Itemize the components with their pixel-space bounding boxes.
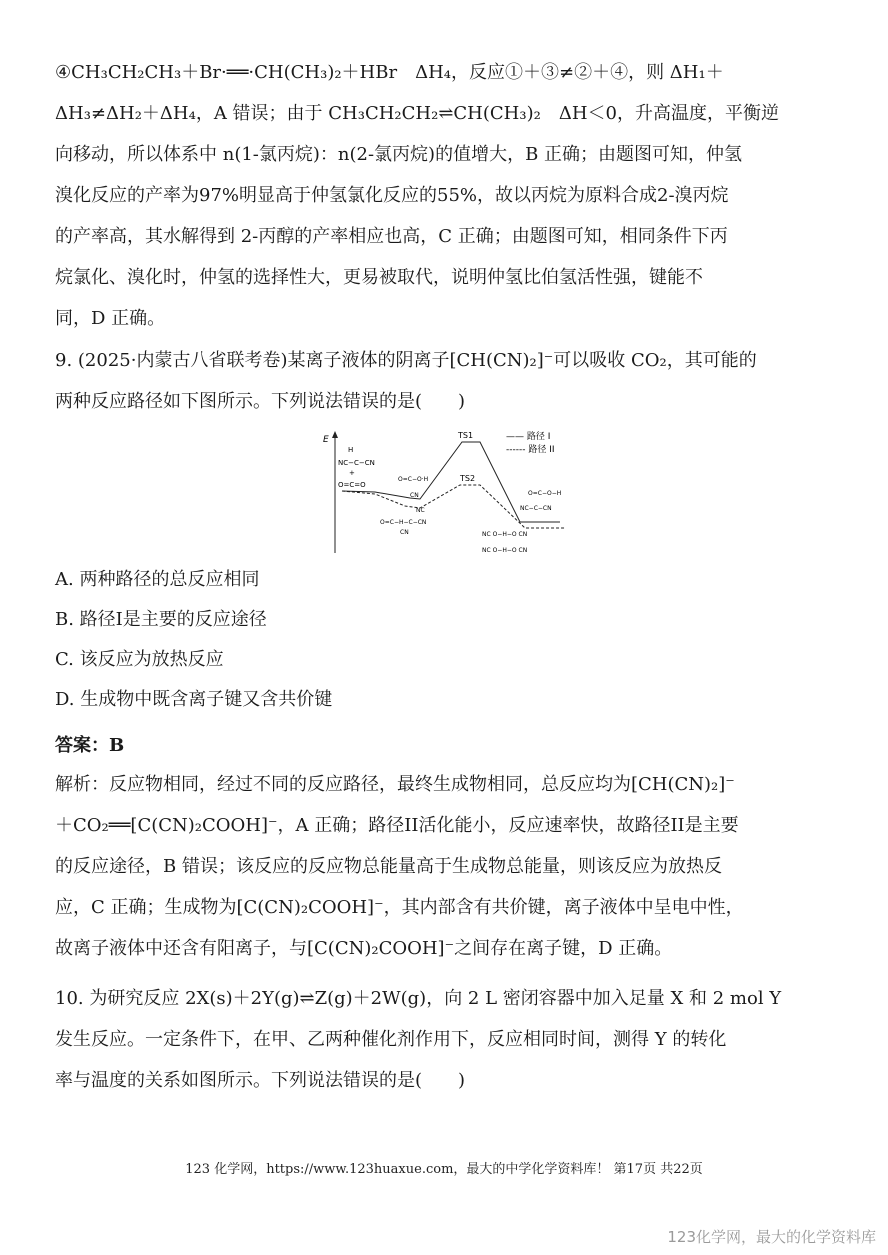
text-line: 溴化反应的产率为97%明显高于仲氢氯化反应的55%，故以丙烷为原料合成2-溴丙烷 xyxy=(55,185,729,206)
text-line: 发生反应。一定条件下，在甲、乙两种催化剂作用下，反应相同时间，测得 Y 的转化 xyxy=(55,1029,727,1050)
text-line: 9. (2025·内蒙古八省联考卷)某离子液体的阴离子[CH(CN)₂]⁻可以吸收 CO₂，其可能的 xyxy=(55,350,757,371)
intermediate-2-cn: CN xyxy=(400,529,409,536)
text-line: ΔH₃≠ΔH₂＋ΔH₄，A 错误；由于 CH₃CH₂CH₂⇌CH(CH₃)₂ ΔH＜0，升高温度，平衡逆 xyxy=(55,103,779,124)
axis-label: E xyxy=(323,435,329,445)
q8-solution xyxy=(55,52,835,339)
q9-stem xyxy=(55,340,835,422)
energy-diagram xyxy=(320,428,580,558)
intermediate-1-cn: CN xyxy=(410,492,419,499)
text-line: 率与温度的关系如图所示。下列说法错误的是( ) xyxy=(55,1070,466,1091)
text-line: 10. 为研究反应 2X(s)＋2Y(g)⇌Z(g)＋2W(g)，向 2 L 密闭容器中加入足量 X 和 2 mol Y xyxy=(55,988,782,1009)
option-b: B. 路径I是主要的反应途径 xyxy=(55,609,267,630)
intermediate-2-top: NC xyxy=(416,507,425,514)
text-line: 同，D 正确。 xyxy=(55,308,166,329)
legend-path-2: ------ 路径 II xyxy=(506,445,555,455)
text-line: 应，C 正确；生成物为[C(CN)₂COOH]⁻，其内部含有共价键，离子液体中呈电中性， xyxy=(55,897,744,918)
intermediate-2: O=C−H−C−CN xyxy=(380,519,427,526)
watermark: 123化学网，最大的化学资料库 xyxy=(667,1228,876,1246)
text-line: 解析：反应物相同，经过不同的反应路径，最终生成物相同，总反应均为[CH(CN)₂]⁻ xyxy=(55,774,735,795)
product-1: O=C−O−H xyxy=(528,490,562,497)
text-line: ＋CO₂══[C(CN)₂COOH]⁻，A 正确；路径II活化能小，反应速率快，故路径II是主要 xyxy=(55,815,739,836)
reactant-molecule: NC−C−CN xyxy=(338,459,375,467)
reactant-h: H xyxy=(348,446,354,454)
intermediate-1: O=C−O·H xyxy=(398,476,429,483)
text-line: 的产率高，其水解得到 2-丙醇的产率相应也高，C 正确；由题图可知，相同条件下丙 xyxy=(55,226,728,247)
page-footer: 123 化学网，https://www.123huaxue.com，最大的中学化学资料库！ 第17页 共22页 xyxy=(185,1162,703,1177)
plus-sign: + xyxy=(349,469,355,477)
q10-stem xyxy=(55,978,835,1101)
co2-molecule: O=C=O xyxy=(338,481,366,489)
q9-explanation xyxy=(55,764,835,969)
legend-path-1: —— 路径 I xyxy=(506,432,551,442)
option-c: C. 该反应为放热反应 xyxy=(55,649,224,670)
text-line: 烷氯化、溴化时，仲氢的选择性大，更易被取代，说明仲氢比伯氢活性强，键能不 xyxy=(55,267,703,288)
product-2-top: NC O−H−O CN xyxy=(482,531,528,538)
product-1-cn: NC−C−CN xyxy=(520,505,552,512)
axis-arrow-icon xyxy=(332,431,338,438)
q9-answer: 答案：B xyxy=(55,735,125,756)
q9-options xyxy=(55,560,835,720)
option-a: A. 两种路径的总反应相同 xyxy=(55,569,260,590)
text-line: 的反应途径，B 错误；该反应的反应物总能量高于生成物总能量，则该反应为放热反 xyxy=(55,856,722,877)
option-d: D. 生成物中既含离子键又含共价键 xyxy=(55,689,333,710)
product-2-bottom: NC O−H−O CN xyxy=(482,547,528,554)
text-line: ④CH₃CH₂CH₃＋Br·══·CH(CH₃)₂＋HBr ΔH₄，反应①＋③≠②＋④，则 ΔH₁＋ xyxy=(55,62,724,83)
ts2-label: TS2 xyxy=(460,474,476,483)
ts1-label: TS1 xyxy=(458,431,474,440)
text-line: 两种反应路径如下图所示。下列说法错误的是( ) xyxy=(55,391,466,412)
text-line: 故离子液体中还含有阳离子，与[C(CN)₂COOH]⁻之间存在离子键，D 正确。 xyxy=(55,938,673,959)
text-line: 向移动，所以体系中 n(1-氯丙烷)：n(2-氯丙烷)的值增大，B 正确；由题图可知，仲氢 xyxy=(55,144,743,165)
